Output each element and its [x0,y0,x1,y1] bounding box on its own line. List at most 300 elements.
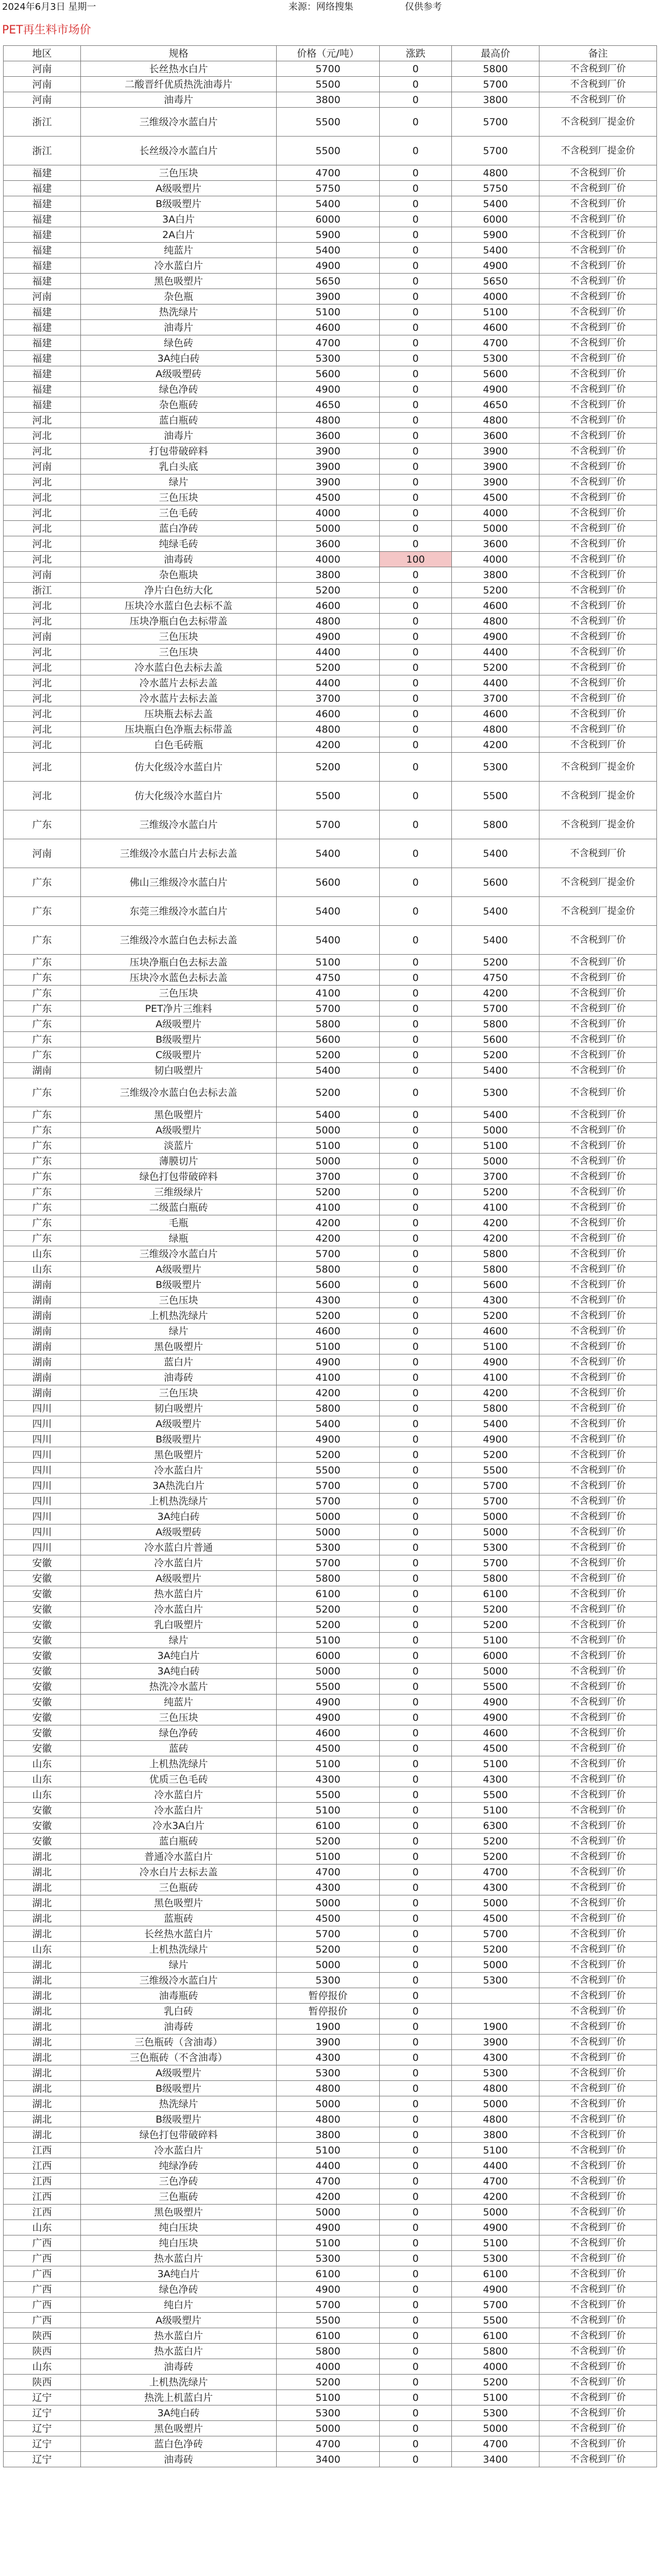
table-row [4,413,657,428]
table-row [4,1973,657,1988]
price-cell: 5400 [277,897,380,926]
table-row [4,1200,657,1215]
table-row [4,598,657,614]
spec-cell: 三色压块 [81,165,277,181]
note-cell: 不含税到厂价 [539,1463,657,1478]
high-price-cell: 4800 [452,614,539,629]
spec-cell: 油毒片 [81,92,277,108]
table-row [4,1354,657,1370]
table-row [4,1741,657,1756]
spec-cell: 油毒砖 [81,2452,277,2467]
high-price-cell: 4000 [452,505,539,521]
change-cell: 0 [380,2235,452,2251]
price-cell: 6100 [277,1586,380,1602]
price-cell: 5700 [277,61,380,77]
high-price-cell: 4800 [452,722,539,737]
change-cell: 0 [380,691,452,706]
table-row [4,1107,657,1123]
spec-cell: 韧白吸塑片 [81,1401,277,1416]
spec-cell: 热水蓝白片 [81,2344,277,2359]
note-cell: 不含税到厂价 [539,1432,657,1447]
high-price-cell: 5000 [452,1895,539,1911]
region-cell: 山东 [4,1787,81,1803]
price-cell: 3800 [277,92,380,108]
region-cell: 湖北 [4,1988,81,2004]
price-cell: 4900 [277,1354,380,1370]
table-row [4,2405,657,2421]
high-price-cell: 5700 [452,108,539,137]
spec-cell: 3A纯白砖 [81,1664,277,1679]
region-cell: 河北 [4,598,81,614]
spec-cell: 打包带破碎料 [81,444,277,459]
region-cell: 四川 [4,1463,81,1478]
note-cell: 不含税到厂价 [539,1001,657,1016]
price-cell: 3800 [277,567,380,583]
price-cell: 5200 [277,1078,380,1107]
note-cell: 不含税到厂价 [539,1138,657,1154]
spec-cell: 冷水蓝片去标去盖 [81,691,277,706]
column-header-high: 最高价 [452,46,539,61]
note-cell: 不含税到厂价 [539,706,657,722]
note-cell: 不含税到厂价 [539,2205,657,2220]
price-cell: 5200 [277,753,380,782]
note-cell: 不含税到厂价 [539,1834,657,1849]
region-cell: 四川 [4,1494,81,1509]
spec-cell: 3A白片 [81,212,277,227]
region-cell: 湖南 [4,1308,81,1324]
table-row [4,2189,657,2205]
table-row [4,1016,657,1032]
note-cell: 不含税到厂价 [539,737,657,753]
region-cell: 江西 [4,2205,81,2220]
change-cell: 0 [380,2158,452,2174]
high-price-cell: 4300 [452,2050,539,2065]
price-cell: 4750 [277,970,380,986]
price-cell: 3900 [277,444,380,459]
change-cell: 0 [380,1540,452,1555]
note-cell: 不含税到厂价 [539,1324,657,1339]
table-row [4,2282,657,2297]
price-cell: 5100 [277,2390,380,2405]
price-table-body [4,61,657,2467]
region-cell: 辽宁 [4,2390,81,2405]
price-cell: 5000 [277,1509,380,1524]
price-cell: 4100 [277,1370,380,1385]
note-cell: 不含税到厂提金价 [539,137,657,165]
region-cell: 湖北 [4,2081,81,2096]
note-cell: 不含税到厂价 [539,2050,657,2065]
table-row [4,1169,657,1184]
note-cell: 不含税到厂价 [539,1880,657,1895]
change-cell: 0 [380,1215,452,1231]
change-cell: 0 [380,1001,452,1016]
note-cell: 不含税到厂价 [539,2436,657,2452]
region-cell: 广东 [4,1123,81,1138]
high-price-cell: 4100 [452,1200,539,1215]
note-cell: 不含税到厂提金价 [539,108,657,137]
spec-cell: 三维级绿片 [81,1184,277,1200]
note-cell: 不含税到厂提金价 [539,753,657,782]
region-cell: 四川 [4,1432,81,1447]
high-price-cell: 5800 [452,1016,539,1032]
note-cell: 不含税到厂价 [539,1447,657,1463]
region-cell: 河北 [4,428,81,444]
region-cell: 湖北 [4,1973,81,1988]
table-row [4,77,657,92]
note-cell: 不含税到厂价 [539,351,657,366]
region-cell: 山东 [4,1246,81,1262]
spec-cell: 仿大化级冷水蓝白片 [81,782,277,810]
spec-cell: B级吸塑片 [81,196,277,212]
note-cell: 不含税到厂价 [539,2143,657,2158]
price-cell: 5200 [277,1047,380,1063]
price-cell: 4000 [277,2359,380,2375]
region-cell: 河北 [4,521,81,536]
note-cell: 不含税到厂价 [539,1123,657,1138]
note-cell: 不含税到厂价 [539,1895,657,1911]
spec-cell: 压块冷水蓝白色去标不盖 [81,598,277,614]
table-row [4,1154,657,1169]
table-row [4,521,657,536]
region-cell: 广东 [4,1107,81,1123]
region-cell: 辽宁 [4,2421,81,2436]
note-cell: 不含税到厂价 [539,1710,657,1725]
spec-cell: A级吸塑片 [81,1123,277,1138]
note-cell: 不含税到厂价 [539,1032,657,1047]
spec-cell: A级吸塑片 [81,2065,277,2081]
note-cell: 不含税到厂价 [539,320,657,335]
region-cell: 湖北 [4,2035,81,2050]
change-cell: 0 [380,1385,452,1401]
high-price-cell: 4500 [452,490,539,505]
spec-cell: 压块净瓶白色去标带盖 [81,614,277,629]
table-row [4,1277,657,1293]
spec-cell: 三色毛砖 [81,505,277,521]
spec-cell: 上机热洗绿片 [81,1308,277,1324]
high-price-cell: 4800 [452,2081,539,2096]
price-cell: 4200 [277,2189,380,2205]
table-row [4,1787,657,1803]
spec-cell: 油毒片 [81,320,277,335]
high-price-cell: 5000 [452,1664,539,1679]
region-cell: 广东 [4,1047,81,1063]
spec-cell: 冷水蓝白片 [81,1555,277,1571]
region-cell: 湖北 [4,1957,81,1973]
high-price-cell: 4400 [452,645,539,660]
high-price-cell: 5600 [452,1032,539,1047]
price-cell: 5700 [277,1478,380,1494]
spec-cell: 蓝白净砖 [81,521,277,536]
change-cell: 0 [380,2390,452,2405]
price-cell: 5100 [277,1633,380,1648]
note-cell: 不含税到厂价 [539,1277,657,1293]
change-cell: 0 [380,1416,452,1432]
spec-cell: 冷水蓝白片 [81,258,277,274]
high-price-cell: 3700 [452,691,539,706]
note-cell: 不含税到厂价 [539,474,657,490]
price-cell: 4700 [277,165,380,181]
high-price-cell: 5100 [452,2390,539,2405]
change-cell: 0 [380,137,452,165]
change-cell: 0 [380,1942,452,1957]
high-price-cell: 5700 [452,137,539,165]
high-price-cell: 5200 [452,1184,539,1200]
note-cell: 不含税到厂价 [539,1354,657,1370]
high-price-cell: 5600 [452,868,539,897]
note-cell: 不含税到厂价 [539,2452,657,2467]
high-price-cell: 4900 [452,1432,539,1447]
high-price-cell: 5400 [452,1063,539,1078]
table-row [4,1184,657,1200]
region-cell: 广东 [4,986,81,1001]
change-cell: 0 [380,2328,452,2344]
note-cell: 不含税到厂价 [539,1664,657,1679]
high-price-cell: 4400 [452,2158,539,2174]
region-cell: 浙江 [4,583,81,598]
table-row [4,1818,657,1834]
spec-cell: 淡蓝片 [81,1138,277,1154]
spec-cell: 三色瓶砖 [81,1880,277,1895]
change-cell: 100 [380,552,452,567]
change-cell: 0 [380,614,452,629]
high-price-cell: 4300 [452,1880,539,1895]
region-cell: 山东 [4,1262,81,1277]
change-cell: 0 [380,1524,452,1540]
table-row [4,1772,657,1787]
table-row [4,1540,657,1555]
region-cell: 广西 [4,2266,81,2282]
spec-cell: 蓝白瓶砖 [81,413,277,428]
region-cell: 湖南 [4,1339,81,1354]
price-cell: 5100 [277,1756,380,1772]
spec-cell: 三色瓶砖 [81,2189,277,2205]
change-cell: 0 [380,1633,452,1648]
note-cell: 不含税到厂价 [539,2235,657,2251]
table-row [4,1123,657,1138]
high-price-cell: 5200 [452,955,539,970]
note-cell: 不含税到厂价 [539,61,657,77]
note-cell: 不含税到厂价 [539,2375,657,2390]
change-cell: 0 [380,1571,452,1586]
note-cell: 不含税到厂提金价 [539,897,657,926]
change-cell: 0 [380,1880,452,1895]
change-cell: 0 [380,660,452,675]
spec-cell: A级吸塑砖 [81,1524,277,1540]
change-cell: 0 [380,444,452,459]
change-cell: 0 [380,366,452,382]
table-row [4,1834,657,1849]
spec-cell: B级吸塑片 [81,1277,277,1293]
table-row [4,706,657,722]
spec-cell: 油毒砖 [81,1370,277,1385]
region-cell: 山东 [4,2359,81,2375]
note-cell: 不含税到厂价 [539,598,657,614]
table-row [4,737,657,753]
spec-cell: 上机热洗绿片 [81,1494,277,1509]
table-row [4,2220,657,2235]
table-row [4,1633,657,1648]
change-cell: 0 [380,1586,452,1602]
change-cell: 0 [380,1138,452,1154]
high-price-cell: 5400 [452,243,539,258]
change-cell: 0 [380,2375,452,2390]
region-cell: 河北 [4,753,81,782]
high-price-cell: 3400 [452,2452,539,2467]
spec-cell: 压块冷水蓝色去标去盖 [81,970,277,986]
high-price-cell: 4000 [452,552,539,567]
region-cell: 广西 [4,2297,81,2313]
spec-cell: 仿大化级冷水蓝白片 [81,753,277,782]
high-price-cell: 5900 [452,227,539,243]
spec-cell: 油毒片 [81,428,277,444]
spec-cell: 油毒砖 [81,2359,277,2375]
price-cell: 5100 [277,2235,380,2251]
region-cell: 福建 [4,196,81,212]
spec-cell: 上机热洗绿片 [81,1942,277,1957]
note-cell: 不含税到厂价 [539,397,657,413]
region-cell: 湖南 [4,1370,81,1385]
region-cell: 福建 [4,335,81,351]
region-cell: 安徽 [4,1633,81,1648]
region-cell: 安徽 [4,1571,81,1586]
high-price-cell: 5200 [452,1602,539,1617]
table-row [4,2035,657,2050]
table-row [4,2436,657,2452]
region-cell: 陕西 [4,2344,81,2359]
high-price-cell: 5000 [452,1154,539,1169]
region-cell: 河北 [4,552,81,567]
table-row [4,1246,657,1262]
spec-cell: 三维级冷水蓝白片 [81,108,277,137]
high-price-cell: 3800 [452,567,539,583]
price-cell: 5400 [277,243,380,258]
table-row [4,1725,657,1741]
high-price-cell: 3700 [452,1169,539,1184]
table-row [4,1447,657,1463]
note-cell: 不含税到厂价 [539,2297,657,2313]
high-price-cell: 5700 [452,1555,539,1571]
high-price-cell: 5500 [452,1679,539,1694]
high-price-cell: 4600 [452,598,539,614]
high-price-cell: 5200 [452,1834,539,1849]
note-cell: 不含税到厂价 [539,2112,657,2127]
region-cell: 四川 [4,1540,81,1555]
note-cell: 不含税到厂价 [539,1648,657,1664]
price-cell: 5500 [277,137,380,165]
price-table [3,45,657,2467]
change-cell: 0 [380,2205,452,2220]
region-cell: 四川 [4,1401,81,1416]
spec-cell: 蓝瓶砖 [81,1911,277,1926]
change-cell: 0 [380,1849,452,1865]
change-cell: 0 [380,227,452,243]
change-cell: 0 [380,2004,452,2019]
spec-cell: B级吸塑片 [81,2081,277,2096]
note-cell: 不含税到厂价 [539,1339,657,1354]
spec-cell: 纯蓝片 [81,1694,277,1710]
price-cell: 4650 [277,397,380,413]
high-price-cell: 4900 [452,258,539,274]
table-row [4,351,657,366]
note-cell: 不含税到厂价 [539,2096,657,2112]
change-cell: 0 [380,274,452,289]
note-cell: 不含税到厂价 [539,2390,657,2405]
spec-cell: 薄膜切片 [81,1154,277,1169]
note-cell: 不含税到厂价 [539,2282,657,2297]
spec-cell: 三维级冷水蓝白色去标去盖 [81,1078,277,1107]
region-cell: 河北 [4,474,81,490]
note-cell: 不含税到厂价 [539,1509,657,1524]
table-row [4,1911,657,1926]
table-row [4,1849,657,1865]
high-price-cell: 3900 [452,474,539,490]
spec-cell: 三维级冷水蓝白片 [81,1973,277,1988]
high-price-cell: 4900 [452,2220,539,2235]
region-cell: 江西 [4,2158,81,2174]
change-cell: 0 [380,1293,452,1308]
table-row [4,366,657,382]
change-cell: 0 [380,92,452,108]
price-cell: 4700 [277,2174,380,2189]
high-price-cell: 4600 [452,1725,539,1741]
spec-cell: 优质三色毛砖 [81,1772,277,1787]
price-cell: 暂停报价 [277,2004,380,2019]
table-row [4,2251,657,2266]
note-cell: 不含税到厂价 [539,1016,657,1032]
change-cell: 0 [380,2096,452,2112]
table-row [4,1078,657,1107]
price-cell: 3900 [277,474,380,490]
spec-cell: 压块瓶白色净瓶去标带盖 [81,722,277,737]
price-cell: 4900 [277,2282,380,2297]
price-cell: 4500 [277,490,380,505]
change-cell: 0 [380,1617,452,1633]
table-row [4,2359,657,2375]
spec-cell: 3A纯白片 [81,2266,277,2282]
change-cell: 0 [380,722,452,737]
spec-cell: PET净片三维料 [81,1001,277,1016]
spec-cell: C级吸塑片 [81,1047,277,1063]
note-cell: 不含税到厂价 [539,165,657,181]
price-cell: 4400 [277,2158,380,2174]
table-row [4,1001,657,1016]
table-row [4,505,657,521]
region-cell: 福建 [4,397,81,413]
table-row [4,428,657,444]
table-row [4,490,657,505]
region-cell: 辽宁 [4,2405,81,2421]
table-row [4,304,657,320]
note-cell: 不含税到厂价 [539,629,657,645]
region-cell: 河北 [4,782,81,810]
change-cell: 0 [380,1154,452,1169]
region-cell: 福建 [4,212,81,227]
note-cell: 不含税到厂价 [539,1169,657,1184]
change-cell: 0 [380,2282,452,2297]
high-price-cell: 5200 [452,660,539,675]
note-cell: 不含税到厂价 [539,1215,657,1231]
table-row [4,2143,657,2158]
spec-cell: 三维级冷水蓝白片 [81,810,277,839]
report-source: 来源：网络搜集 [288,2,353,12]
note-cell: 不含税到厂价 [539,1741,657,1756]
region-cell: 安徽 [4,1834,81,1849]
price-cell: 3600 [277,428,380,444]
table-row [4,2328,657,2344]
high-price-cell: 5100 [452,2235,539,2251]
high-price-cell: 5200 [452,1047,539,1063]
region-cell: 安徽 [4,1664,81,1679]
